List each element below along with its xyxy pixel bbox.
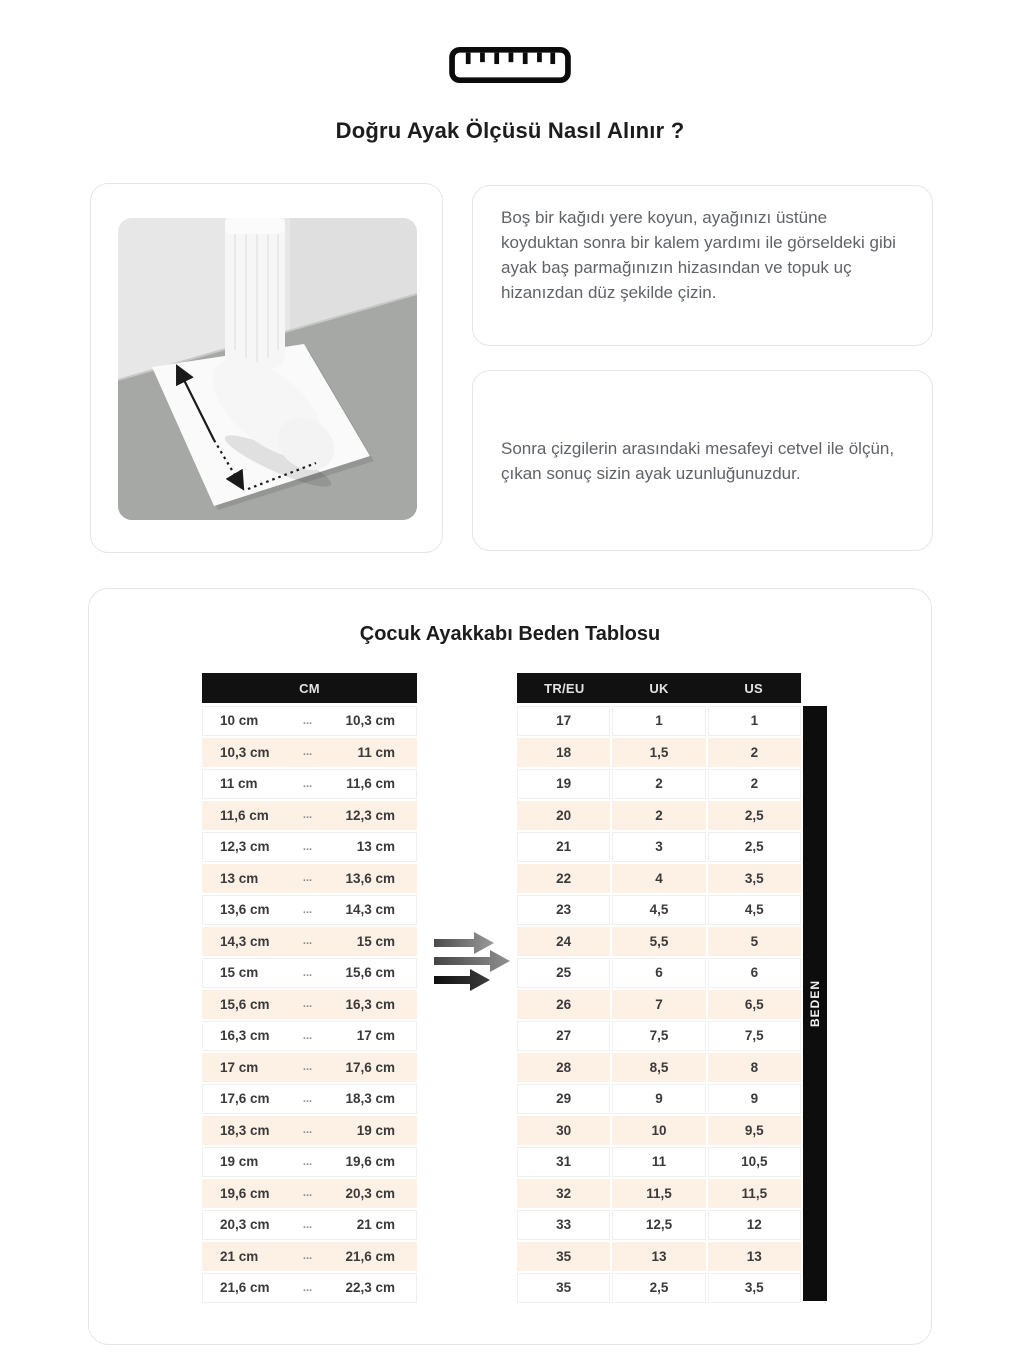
range-separator: ... bbox=[302, 1218, 313, 1231]
size-table-row bbox=[517, 706, 801, 736]
cm-table-body bbox=[202, 706, 417, 1303]
cm-table-row bbox=[202, 832, 417, 862]
cm-table-row bbox=[202, 1242, 417, 1272]
instruction-step1-text: Boş bir kağıdı yere koyun, ayağınızı üstüne koyduktan sonra bir kalem yardımı ile görseldeki gibi ayak baş parmağınızın hizasından ve topuk uç hizanızdan düz şekilde çizin. bbox=[501, 208, 896, 302]
size-table-row bbox=[517, 1021, 801, 1051]
cm-table-row bbox=[202, 864, 417, 894]
tr-eu-value: 31 bbox=[517, 1147, 610, 1177]
cm-from-value: 10,3 cm bbox=[220, 744, 270, 760]
uk-value: 7 bbox=[612, 990, 705, 1020]
tr-eu-value: 18 bbox=[517, 738, 610, 768]
cm-from-value: 15 cm bbox=[220, 965, 259, 981]
tr-eu-value: 23 bbox=[517, 895, 610, 925]
size-table-row bbox=[517, 801, 801, 831]
size-conversion-table bbox=[517, 673, 801, 1305]
cm-table-row bbox=[202, 1116, 417, 1146]
size-table-row bbox=[517, 864, 801, 894]
cm-table bbox=[202, 673, 417, 1305]
instruction-step2-text: Sonra çizgilerin arasındaki mesafeyi cetvel ile ölçün, çıkan sonuç sizin ayak uzunluğunuzdur. bbox=[501, 438, 895, 483]
cm-from-value: 19,6 cm bbox=[220, 1185, 270, 1201]
size-table-body bbox=[517, 706, 801, 1303]
size-table-row bbox=[517, 1242, 801, 1272]
cm-table-row bbox=[202, 1179, 417, 1209]
uk-value: 11,5 bbox=[612, 1179, 705, 1209]
us-value: 6 bbox=[708, 958, 801, 988]
beden-side-bar bbox=[803, 706, 827, 1301]
cm-to-value: 19,6 cm bbox=[345, 1154, 395, 1170]
foot-measurement-photo bbox=[118, 218, 417, 520]
range-separator: ... bbox=[302, 1092, 313, 1105]
range-separator: ... bbox=[302, 777, 313, 790]
cm-from-value: 14,3 cm bbox=[220, 933, 270, 949]
size-table-row bbox=[517, 927, 801, 957]
size-table-row bbox=[517, 1147, 801, 1177]
cm-from-value: 13,6 cm bbox=[220, 902, 270, 918]
page-title: Doğru Ayak Ölçüsü Nasıl Alınır ? bbox=[335, 118, 685, 143]
cm-to-value: 21,6 cm bbox=[345, 1248, 395, 1264]
cm-to-value: 20,3 cm bbox=[345, 1185, 395, 1201]
cm-table-row bbox=[202, 958, 417, 988]
cm-from-value: 15,6 cm bbox=[220, 996, 270, 1012]
us-value: 7,5 bbox=[708, 1021, 801, 1051]
size-table-row bbox=[517, 769, 801, 799]
range-separator: ... bbox=[302, 903, 313, 916]
tr-eu-value: 25 bbox=[517, 958, 610, 988]
cm-to-value: 18,3 cm bbox=[345, 1091, 395, 1107]
us-value: 9 bbox=[708, 1084, 801, 1114]
transfer-arrows-icon bbox=[434, 925, 514, 997]
cm-to-value: 13 cm bbox=[356, 839, 395, 855]
tr-eu-value: 32 bbox=[517, 1179, 610, 1209]
cm-table-row bbox=[202, 1210, 417, 1240]
us-value: 2 bbox=[708, 769, 801, 799]
beden-label: BEDEN bbox=[808, 979, 822, 1027]
uk-value: 11 bbox=[612, 1147, 705, 1177]
range-separator: ... bbox=[302, 746, 313, 759]
us-value: 2,5 bbox=[708, 832, 801, 862]
tr-eu-value: 29 bbox=[517, 1084, 610, 1114]
tr-eu-value: 22 bbox=[517, 864, 610, 894]
uk-value: 6 bbox=[612, 958, 705, 988]
cm-to-value: 14,3 cm bbox=[345, 902, 395, 918]
size-table-row bbox=[517, 832, 801, 862]
uk-value: 7,5 bbox=[612, 1021, 705, 1051]
size-table-row bbox=[517, 1179, 801, 1209]
tr-eu-value: 26 bbox=[517, 990, 610, 1020]
tr-eu-value: 24 bbox=[517, 927, 610, 957]
range-separator: ... bbox=[302, 872, 313, 885]
cm-from-value: 19 cm bbox=[220, 1154, 259, 1170]
uk-value: 9 bbox=[612, 1084, 705, 1114]
uk-value: 3 bbox=[612, 832, 705, 862]
cm-from-value: 11 cm bbox=[220, 776, 258, 792]
us-value: 8 bbox=[708, 1053, 801, 1083]
us-value: 3,5 bbox=[708, 1273, 801, 1303]
ruler-icon bbox=[448, 46, 572, 84]
tr-eu-value: 27 bbox=[517, 1021, 610, 1051]
range-separator: ... bbox=[302, 840, 313, 853]
size-table-row bbox=[517, 895, 801, 925]
range-separator: ... bbox=[302, 1029, 313, 1042]
cm-from-value: 20,3 cm bbox=[220, 1217, 270, 1233]
us-value: 1 bbox=[708, 706, 801, 736]
instruction-card-2 bbox=[472, 370, 933, 551]
tr-eu-value: 28 bbox=[517, 1053, 610, 1083]
size-table-row bbox=[517, 958, 801, 988]
cm-to-value: 13,6 cm bbox=[345, 870, 395, 886]
cm-table-row bbox=[202, 1147, 417, 1177]
tr-eu-value: 35 bbox=[517, 1273, 610, 1303]
tr-eu-value: 20 bbox=[517, 801, 610, 831]
cm-table-header: CM bbox=[202, 673, 417, 703]
us-value: 2 bbox=[708, 738, 801, 768]
column-header-tr-eu: TR/EU bbox=[544, 680, 585, 696]
range-separator: ... bbox=[302, 1187, 313, 1200]
cm-table-row bbox=[202, 769, 417, 799]
size-table-row bbox=[517, 1053, 801, 1083]
cm-from-value: 21 cm bbox=[220, 1248, 259, 1264]
tr-eu-value: 19 bbox=[517, 769, 610, 799]
cm-to-value: 10,3 cm bbox=[345, 713, 395, 729]
us-value: 6,5 bbox=[708, 990, 801, 1020]
cm-table-row bbox=[202, 1273, 417, 1303]
range-separator: ... bbox=[302, 809, 313, 822]
cm-table-row bbox=[202, 1084, 417, 1114]
foot-photo-card bbox=[90, 183, 443, 553]
cm-to-value: 17 cm bbox=[356, 1028, 395, 1044]
size-table-row bbox=[517, 1084, 801, 1114]
us-value: 3,5 bbox=[708, 864, 801, 894]
uk-value: 8,5 bbox=[612, 1053, 705, 1083]
cm-to-value: 15 cm bbox=[356, 933, 395, 949]
cm-from-value: 12,3 cm bbox=[220, 839, 270, 855]
uk-value: 1,5 bbox=[612, 738, 705, 768]
uk-value: 2,5 bbox=[612, 1273, 705, 1303]
cm-to-value: 16,3 cm bbox=[345, 996, 395, 1012]
us-value: 2,5 bbox=[708, 801, 801, 831]
cm-from-value: 13 cm bbox=[220, 870, 259, 886]
uk-value: 10 bbox=[612, 1116, 705, 1146]
cm-to-value: 21 cm bbox=[356, 1217, 395, 1233]
size-table-row bbox=[517, 738, 801, 768]
range-separator: ... bbox=[302, 935, 313, 948]
column-header-us: US bbox=[744, 680, 764, 696]
range-separator: ... bbox=[302, 1124, 313, 1137]
cm-from-value: 17 cm bbox=[220, 1059, 259, 1075]
cm-table-row bbox=[202, 927, 417, 957]
us-value: 12 bbox=[708, 1210, 801, 1240]
tr-eu-value: 33 bbox=[517, 1210, 610, 1240]
cm-to-value: 17,6 cm bbox=[345, 1059, 395, 1075]
us-value: 5 bbox=[708, 927, 801, 957]
range-separator: ... bbox=[302, 1281, 313, 1294]
size-table-row bbox=[517, 1210, 801, 1240]
uk-value: 2 bbox=[612, 769, 705, 799]
cm-to-value: 19 cm bbox=[356, 1122, 395, 1138]
cm-to-value: 11 cm bbox=[357, 744, 395, 760]
uk-value: 2 bbox=[612, 801, 705, 831]
uk-value: 1 bbox=[612, 706, 705, 736]
uk-value: 4,5 bbox=[612, 895, 705, 925]
cm-table-row bbox=[202, 1021, 417, 1051]
instruction-card-1 bbox=[472, 185, 933, 346]
range-separator: ... bbox=[302, 714, 313, 727]
cm-to-value: 11,6 cm bbox=[346, 776, 395, 792]
tr-eu-value: 21 bbox=[517, 832, 610, 862]
cm-from-value: 10 cm bbox=[220, 713, 259, 729]
cm-from-value: 11,6 cm bbox=[220, 807, 269, 823]
uk-value: 4 bbox=[612, 864, 705, 894]
tr-eu-value: 17 bbox=[517, 706, 610, 736]
cm-to-value: 15,6 cm bbox=[345, 965, 395, 981]
cm-from-value: 21,6 cm bbox=[220, 1280, 270, 1296]
us-value: 10,5 bbox=[708, 1147, 801, 1177]
size-table-row bbox=[517, 990, 801, 1020]
uk-value: 5,5 bbox=[612, 927, 705, 957]
range-separator: ... bbox=[302, 1155, 313, 1168]
cm-table-row bbox=[202, 895, 417, 925]
size-table-row bbox=[517, 1273, 801, 1303]
cm-table-row bbox=[202, 706, 417, 736]
tr-eu-value: 30 bbox=[517, 1116, 610, 1146]
cm-from-value: 17,6 cm bbox=[220, 1091, 270, 1107]
size-table-row bbox=[517, 1116, 801, 1146]
cm-table-row bbox=[202, 1053, 417, 1083]
us-value: 4,5 bbox=[708, 895, 801, 925]
uk-value: 13 bbox=[612, 1242, 705, 1272]
range-separator: ... bbox=[302, 1250, 313, 1263]
column-header-uk: UK bbox=[649, 680, 669, 696]
size-table-card bbox=[88, 588, 932, 1345]
range-separator: ... bbox=[302, 1061, 313, 1074]
cm-from-value: 16,3 cm bbox=[220, 1028, 270, 1044]
cm-table-row bbox=[202, 738, 417, 768]
size-table-title: Çocuk Ayakkabı Beden Tablosu bbox=[359, 623, 661, 645]
us-value: 9,5 bbox=[708, 1116, 801, 1146]
tr-eu-value: 35 bbox=[517, 1242, 610, 1272]
cm-table-row bbox=[202, 801, 417, 831]
size-table-header bbox=[517, 673, 801, 703]
cm-to-value: 22,3 cm bbox=[345, 1280, 395, 1296]
range-separator: ... bbox=[302, 966, 313, 979]
cm-from-value: 18,3 cm bbox=[220, 1122, 270, 1138]
cm-table-row bbox=[202, 990, 417, 1020]
us-value: 11,5 bbox=[708, 1179, 801, 1209]
us-value: 13 bbox=[708, 1242, 801, 1272]
uk-value: 12,5 bbox=[612, 1210, 705, 1240]
cm-to-value: 12,3 cm bbox=[345, 807, 395, 823]
range-separator: ... bbox=[302, 998, 313, 1011]
